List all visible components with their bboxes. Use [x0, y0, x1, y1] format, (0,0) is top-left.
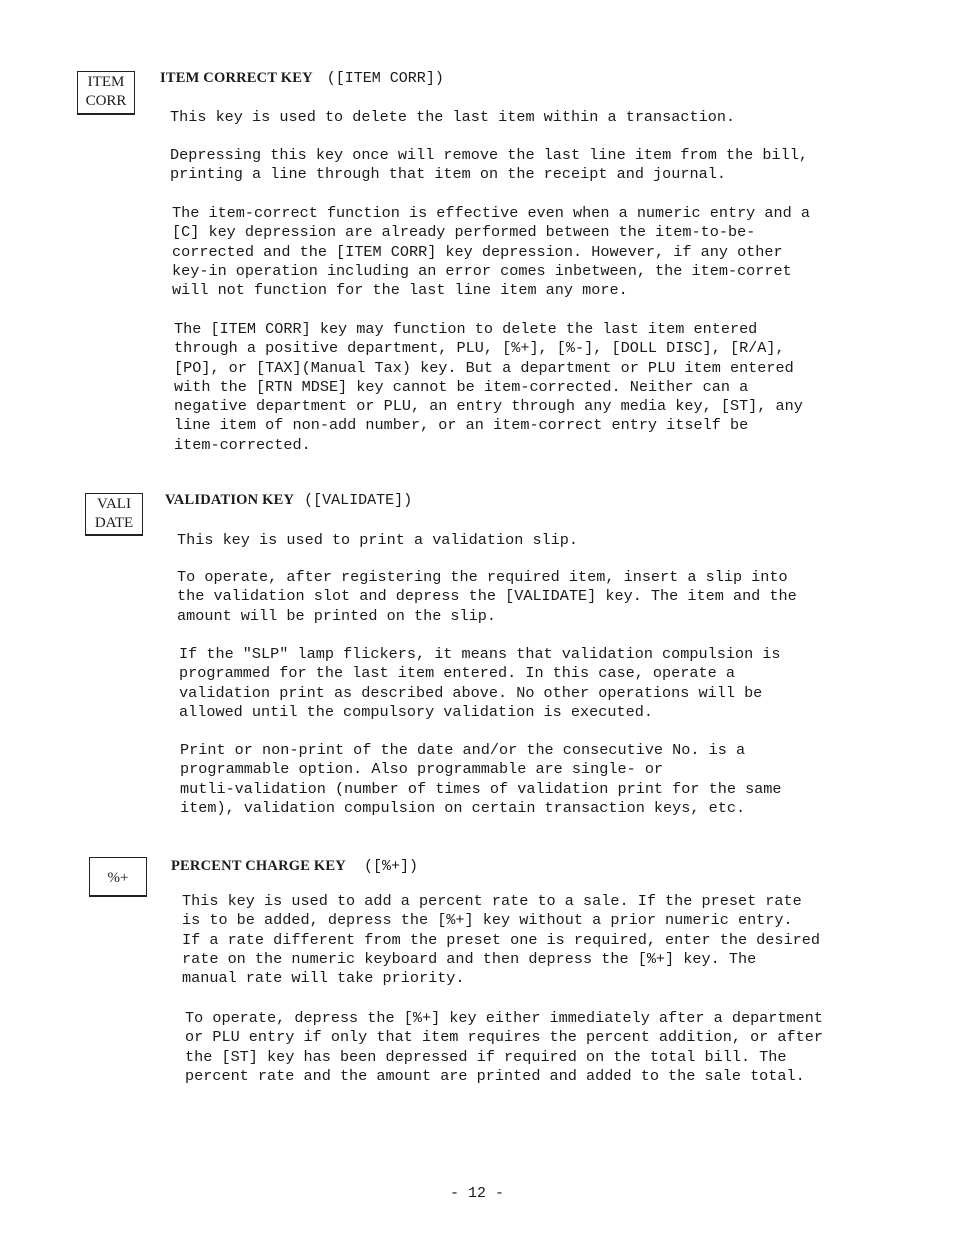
- text-line: through a positive department, PLU, [%+], [%-], [DOLL DISC], [R/A],: [174, 339, 785, 358]
- text-line: mutli-validation (number of times of validation print for the same: [180, 779, 782, 798]
- text-line: The [ITEM CORR] key may function to delete the last item entered: [174, 320, 758, 338]
- text-line: To operate, depress the [%+] key either immediately after a department: [185, 1009, 823, 1027]
- text-line: will not function for the last line item any more.: [172, 281, 628, 300]
- paragraph: [170, 146, 842, 185]
- text-line: This key is used to print a validation slip.: [177, 531, 579, 549]
- text-line: negative department or PLU, an entry through any media key, [ST], any: [174, 397, 803, 416]
- section-title: VALIDATION KEY: [165, 492, 295, 508]
- paragraph: [179, 645, 851, 722]
- text-line: [PO], or [TAX](Manual Tax) key. But a department or PLU item entered: [174, 358, 794, 377]
- section-code: ([VALIDATE]): [304, 492, 413, 509]
- key-label-line: DATE: [94, 515, 134, 531]
- paragraph: [180, 741, 852, 818]
- text-line: The item-correct function is effective even when a numeric entry and a: [172, 204, 810, 222]
- text-line: programmed for the last item entered. In this case, operate a: [179, 664, 735, 683]
- key-label-line: ITEM: [87, 74, 125, 90]
- paragraph: [177, 568, 849, 626]
- validate-key-icon: [85, 493, 143, 536]
- text-line: This key is used to delete the last item within a transaction.: [170, 108, 736, 126]
- percent-charge-heading: [171, 858, 418, 875]
- text-line: with the [RTN MDSE] key cannot be item-corrected. Neither can a: [174, 377, 749, 396]
- text-line: Depressing this key once will remove the last line item from the bill,: [170, 146, 808, 164]
- item-corr-key-icon: [77, 71, 135, 115]
- percent-plus-key-icon: [89, 857, 147, 897]
- text-line: This key is used to add a percent rate to a sale. If the preset rate: [182, 892, 802, 910]
- text-line: validation print as described above. No other operations will be: [179, 683, 763, 702]
- item-correct-heading: [160, 70, 444, 87]
- text-line: printing a line through that item on the receipt and journal.: [170, 165, 726, 184]
- text-line: Print or non-print of the date and/or the consecutive No. is a: [180, 741, 746, 759]
- paragraph: [170, 108, 842, 127]
- text-line: item-corrected.: [174, 435, 311, 454]
- text-line: line item of non-add number, or an item-correct entry itself be: [174, 416, 749, 435]
- text-line: or PLU entry if only that item requires the percent addition, or after: [185, 1028, 823, 1047]
- text-line: If a rate different from the preset one is required, enter the desired: [182, 930, 820, 949]
- key-label-line: CORR: [85, 93, 127, 109]
- page-number: - 12 -: [449, 1185, 504, 1202]
- text-line: programmable option. Also programmable are single- or: [180, 760, 664, 779]
- section-code: ([%+]): [363, 858, 418, 875]
- text-line: If the "SLP" lamp flickers, it means that validation compulsion is: [179, 645, 781, 663]
- paragraph: [174, 320, 846, 455]
- text-line: the [ST] key has been depressed if required on the total bill. The: [185, 1047, 787, 1066]
- paragraph: [182, 892, 854, 988]
- text-line: key-in operation including an error comes inbetween, the item-corret: [172, 261, 792, 280]
- section-code: ([ITEM CORR]): [326, 70, 444, 87]
- key-label-line: %+: [107, 870, 129, 886]
- text-line: [C] key depression are already performed between the item-to-be-: [172, 223, 756, 242]
- paragraph: [172, 204, 844, 300]
- key-label-line: VALI: [97, 496, 131, 512]
- text-line: manual rate will take priority.: [182, 969, 465, 988]
- text-line: the validation slot and depress the [VALIDATE] key. The item and the: [177, 587, 797, 606]
- text-line: allowed until the compulsory validation is executed.: [179, 702, 653, 721]
- text-line: item), validation compulsion on certain transaction keys, etc.: [180, 798, 746, 817]
- text-line: rate on the numeric keyboard and then depress the [%+] key. The: [182, 949, 757, 968]
- section-title: ITEM CORRECT KEY: [160, 70, 313, 86]
- section-title: PERCENT CHARGE KEY: [171, 858, 346, 874]
- text-line: is to be added, depress the [%+] key without a prior numeric entry.: [182, 911, 793, 930]
- text-line: corrected and the [ITEM CORR] key depression. However, if any other: [172, 242, 783, 261]
- text-line: To operate, after registering the required item, insert a slip into: [177, 568, 788, 586]
- paragraph: [177, 531, 849, 550]
- text-line: amount will be printed on the slip.: [177, 606, 496, 625]
- paragraph: [185, 1009, 857, 1086]
- validation-heading: [165, 492, 412, 509]
- text-line: percent rate and the amount are printed and added to the sale total.: [185, 1066, 805, 1085]
